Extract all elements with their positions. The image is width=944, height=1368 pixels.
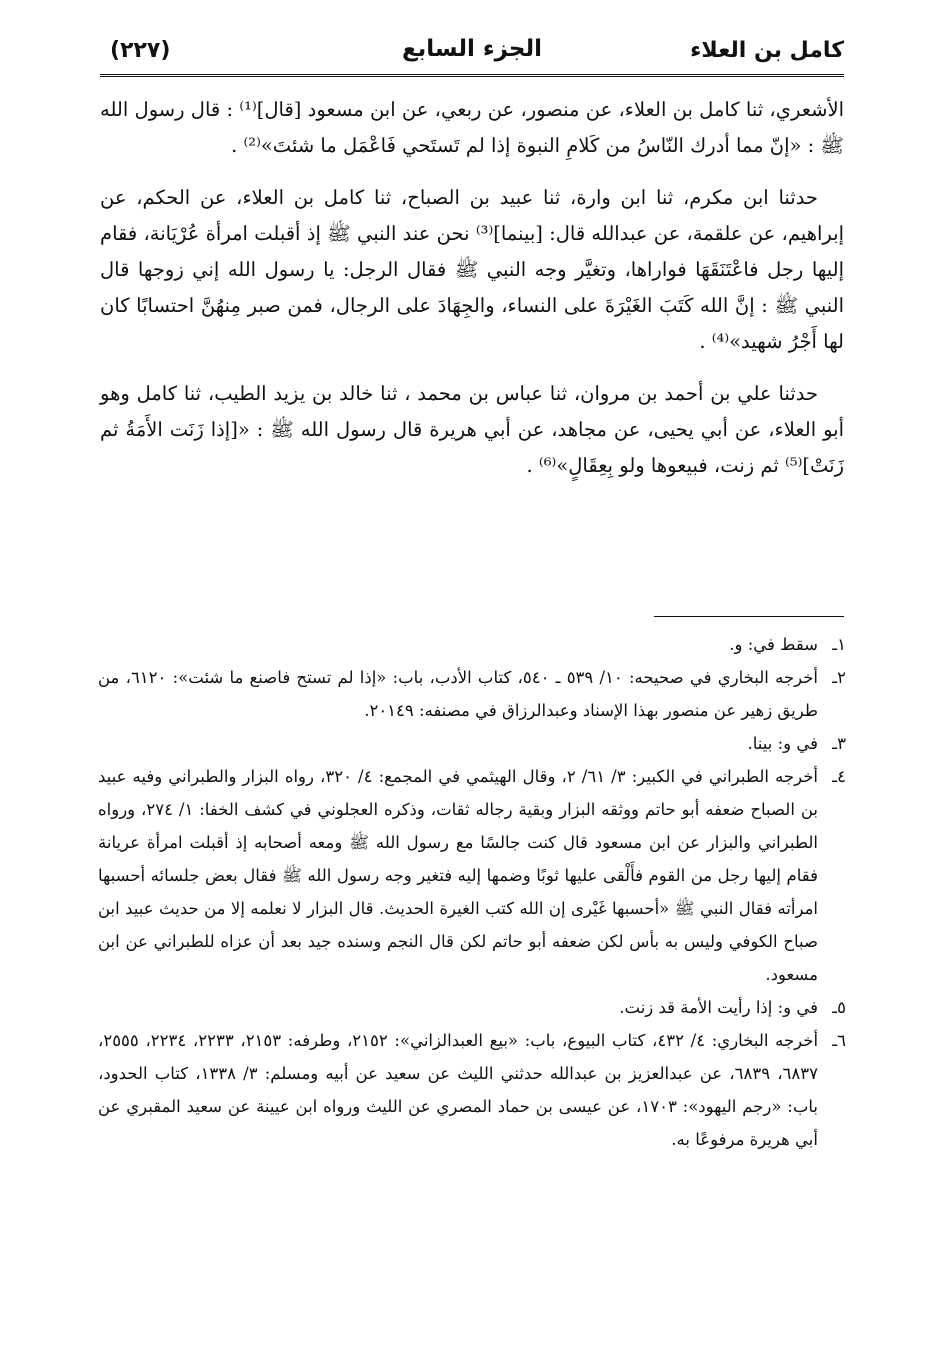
book-title: كامل بن العلاء xyxy=(690,38,844,63)
footnotes xyxy=(98,628,846,1156)
footnote-text: في و: بينا. xyxy=(747,734,818,753)
footnote-6 xyxy=(98,1024,846,1156)
footnote-3 xyxy=(98,727,846,760)
footnote-number: ١ـ xyxy=(832,635,846,654)
footnote-number: ٦ـ xyxy=(832,1031,846,1050)
paragraph-1: الأشعري، ثنا كامل بن العلاء، عن منصور، عن ربعي، عن ابن مسعود [قال]⁽¹⁾ : قال رسول الله ﷺ : «إنّ مما أدرك النّاسُ من كَلامِ النبوة إذا لم تَستَحي فَاعْمَل ما شئتَ»⁽²⁾ . xyxy=(100,98,844,157)
footnote-text: سقط في: و. xyxy=(729,635,818,654)
footnote-1 xyxy=(98,628,846,661)
page-number: (٢٢٧) xyxy=(110,38,171,63)
volume-title: الجزء السابع xyxy=(401,36,543,62)
footnote-number: ٥ـ xyxy=(832,998,846,1017)
footnote-text: أخرجه الطبراني في الكبير: ٣/ ٦١/ ٢، وقال الهيثمي في المجمع: ٤/ ٣٢٠، رواه البزار والطبراني وفيه عبيد بن الصباح ضعفه أبو حاتم ووثقه البزار وبقية رجاله ثقات، وذكره العجلوني في كشف الخفا: ١/ ٢٧٤، ورواه الطبراني والبزار عن ابن مسعود قال كنت جالسًا مع رسول الله ﷺ ومعه أصحابه إذ أقبلت امرأة عريانة فقام إليها رجل من القوم فأَلْقى عليها ثوبًا وضمها إليه فتغير وجه رسول الله ﷺ فقال بعض جلسائه أحسبها امرأته فقال النبي ﷺ «أحسبها غَيْرى إن الله كتب الغيرة الحديث. قال البزار لا نعلمه إلا من حديث عبيد ابن صباح الكوفي وليس به بأس لكن ضعفه أبو حاتم لكن قال النجم وسنده جيد بعد أن عزاه للطبراني عن ابن مسعود. xyxy=(98,767,818,984)
footnote-number: ٣ـ xyxy=(832,734,846,753)
footnote-text: أخرجه البخاري: ٤/ ٤٣٢، كتاب البيوع، باب: «بيع العبدالزاني»: ٢١٥٢، وطرفه: ٢١٥٣، ٢٢٣٣، ٢٢٣٤، ٢٥٥٥، ٦٨٣٧، ٦٨٣٩، عن عبدالعزيز بن عبدالله حدثني الليث عن سعيد عن أبيه ومسلم: ٣/ ١٣٣٨، كتاب الحدود، باب: «رجم اليهود»: ١٧٠٣، عن عيسى بن حماد المصري عن الليث ورواه ابن عيينة عن سعيد المقبري عن أبي هريرة مرفوعًا به. xyxy=(98,1031,819,1149)
footnote-2 xyxy=(98,661,846,727)
paragraph-3: حدثنا علي بن أحمد بن مروان، ثنا عباس بن محمد ، ثنا خالد بن يزيد الطيب، ثنا كامل وهو أبو العلاء، عن أبي يحيى، عن مجاهد، عن أبي هريرة قال رسول الله ﷺ : «[إذا زَنَت الأَمَةُ ثم زَنَتْ]⁽⁵⁾ ثم زنت، فبيعوها ولو بِعِقَالٍ»⁽⁶⁾ . xyxy=(100,382,844,477)
footnote-5 xyxy=(98,991,846,1024)
footnote-number: ٤ـ xyxy=(832,767,846,786)
footnote-text: أخرجه البخاري في صحيحه: ١٠/ ٥٣٩ ـ ٥٤٠، كتاب الأدب، باب: «إذا لم تستح فاصنع ما شئت»: ٦١٢٠، من طريق زهير عن منصور بهذا الإسناد وعبدالرزاق في مصنفه: ٢٠١٤٩. xyxy=(98,668,819,720)
footnote-text: في و: إذا رأيت الأمة قد زنت. xyxy=(619,998,818,1017)
main-text xyxy=(100,92,844,500)
footnote-number: ٢ـ xyxy=(832,668,846,687)
paragraph-2: حدثنا ابن مكرم، ثنا ابن وارة، ثنا عبيد بن الصباح، ثنا كامل بن العلاء، عن الحكم، عن إبراهيم، عن علقمة، عن عبدالله قال: [بينما]⁽³⁾ نحن عند النبي ﷺ إذ أقبلت امرأة عُرْيَانة، فقام إليها رجل فاعْتَنَقَهَا فواراها، وتغيَّر وجه النبي ﷺ فقال الرجل: يا رسول الله إني زوجها قال النبي ﷺ : إنَّ الله كَتَبَ الغَيْرَةَ على النساء، والجِهَادَ على الرجال، فمن صبر مِنهُنَّ احتسابًا كان لها أَجْرُ شهيد»⁽⁴⁾ . xyxy=(100,186,844,353)
footnote-separator xyxy=(654,616,844,617)
footnote-4 xyxy=(98,760,846,991)
running-header xyxy=(100,30,844,77)
